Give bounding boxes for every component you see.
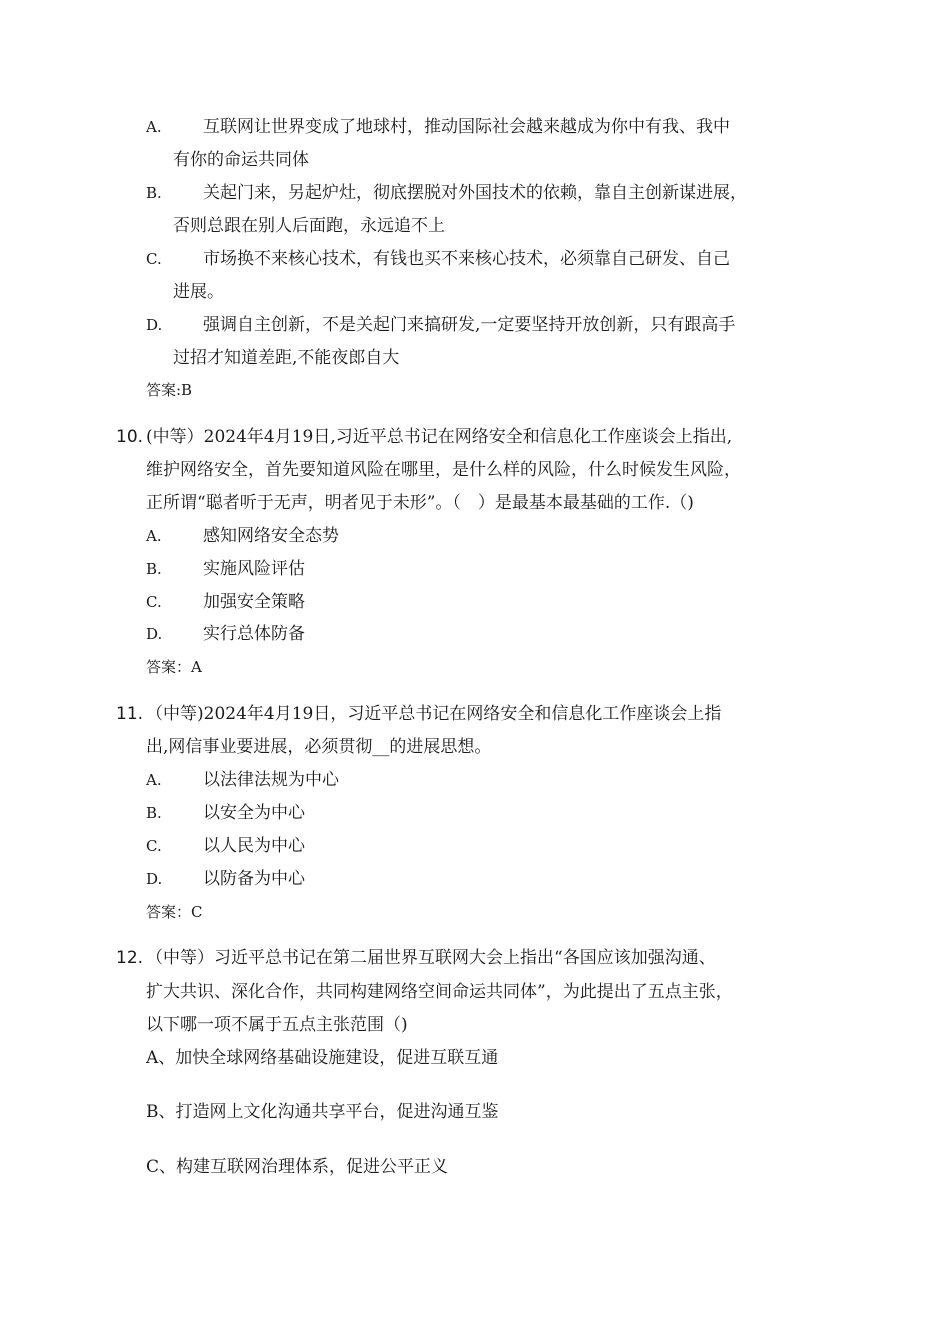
question-text: 出,网信事业要进展，必须贯彻__的进展思想。	[146, 737, 492, 757]
option-letter: B.	[146, 560, 162, 578]
option-text: C、构建互联网治理体系，促进公平正义	[146, 1157, 449, 1177]
option-letter: A.	[146, 771, 162, 789]
option-text: 感知网络安全态势	[203, 526, 339, 546]
option-text: A、加快全球网络基础设施建设，促进互联互通	[146, 1048, 499, 1068]
option-text: 实行总体防备	[203, 624, 305, 644]
option-text: 强调自主创新，不是关起门来搞研发,一定要坚持开放创新，只有跟高手	[203, 315, 736, 335]
option-letter: B.	[146, 184, 162, 202]
answer-label: 答案:B	[146, 381, 193, 399]
option-text: 以法律法规为中心	[203, 770, 339, 790]
question-number: 11.	[116, 704, 144, 724]
question-text: （中等)2024年4月19日，习近平总书记在网络安全和信息化工作座谈会上指	[146, 704, 722, 724]
option-letter: C.	[146, 837, 162, 855]
answer-label: 答案：C	[146, 903, 203, 921]
option-text: 实施风险评估	[203, 559, 305, 579]
answer-label: 答案：A	[146, 658, 202, 676]
option-letter: C.	[146, 250, 162, 268]
option-text: 以安全为中心	[203, 803, 305, 823]
question-text: 以下哪一项不属于五点主张范围（)	[146, 1015, 408, 1035]
question-text: 扩大共识、深化合作，共同构建网络空间命运共同体”，为此提出了五点主张，	[146, 982, 733, 1002]
question-text: (中等）2024年4月19日,习近平总书记在网络安全和信息化工作座谈会上指出,	[146, 427, 733, 447]
question-text: 正所谓“聪者听于无声，明者见于未形”。（ ）是最基本最基础的工作.（)	[146, 493, 694, 513]
option-text-continued: 过招才知道差距,不能夜郎自大	[173, 348, 400, 368]
option-text: B、打造网上文化沟通共享平台，促进沟通互鉴	[146, 1102, 499, 1122]
option-text-continued: 有你的命运共同体	[173, 150, 309, 170]
option-text: 以防备为中心	[203, 869, 305, 889]
option-text: 市场换不来核心技术，有钱也买不来核心技术，必须靠自己研发、自己	[203, 249, 730, 269]
question-number: 10.	[116, 427, 144, 447]
option-letter: C.	[146, 593, 162, 611]
option-letter: A.	[146, 527, 162, 545]
question-text: 维护网络安全，首先要知道风险在哪里，是什么样的风险，什么时候发生风险，	[146, 460, 741, 480]
option-letter: B.	[146, 804, 162, 822]
option-letter: D.	[146, 316, 163, 334]
option-text-continued: 否则总跟在别人后面跑，永远追不上	[173, 216, 445, 236]
question-text: （中等）习近平总书记在第二届世界互联网大会上指出“各国应该加强沟通、	[146, 948, 716, 968]
option-text: 互联网让世界变成了地球村，推动国际社会越来越成为你中有我、我中	[203, 117, 730, 137]
option-letter: A.	[146, 118, 162, 136]
question-number: 12.	[116, 948, 144, 968]
option-text-continued: 进展。	[173, 282, 224, 302]
option-letter: D.	[146, 870, 163, 888]
option-text: 以人民为中心	[203, 836, 305, 856]
option-letter: D.	[146, 625, 163, 643]
option-text: 加强安全策略	[203, 592, 305, 612]
option-text: 关起门来，另起炉灶，彻底摆脱对外国技术的依赖，靠自主创新谋进展，	[203, 183, 747, 203]
